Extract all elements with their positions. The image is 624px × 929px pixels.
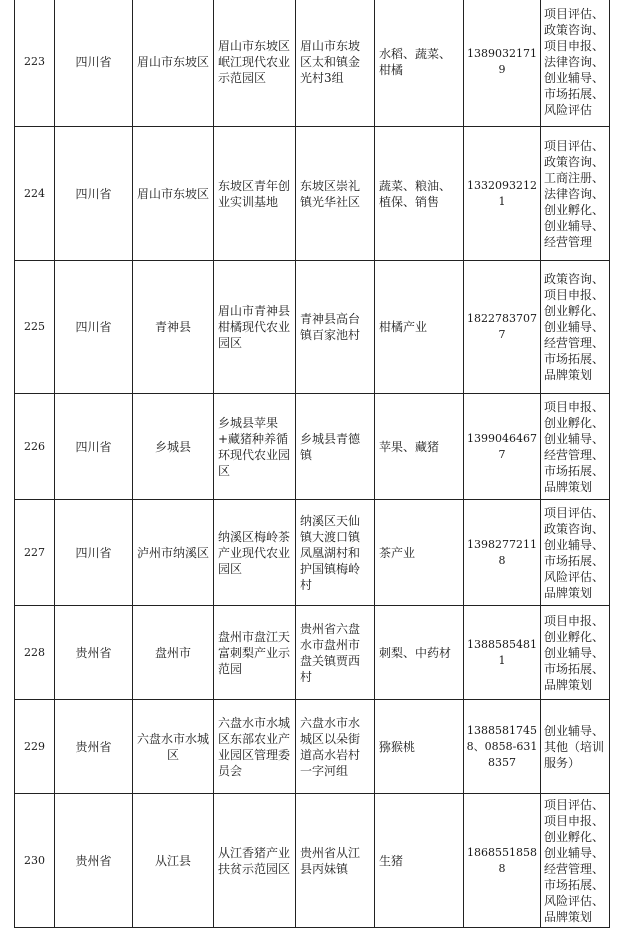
organization-cell: 眉山市东坡区岷江现代农业示范园区 — [214, 0, 296, 127]
phone-cell: 13890321719 — [464, 0, 541, 127]
industry-cell: 猕猴桃 — [375, 700, 464, 794]
area-cell: 眉山市东坡区 — [133, 127, 214, 261]
industry-cell: 茶产业 — [375, 500, 464, 606]
row-number: 229 — [15, 700, 55, 794]
phone-cell: 18227837077 — [464, 261, 541, 394]
services-cell: 政策咨询、项目申报、创业孵化、创业辅导、经营管理、市场拓展、品牌策划 — [541, 261, 610, 394]
phone-cell: 18685518588 — [464, 794, 541, 928]
organization-cell: 六盘水市水城区东部农业产业园区管理委员会 — [214, 700, 296, 794]
services-cell: 项目评估、项目申报、创业孵化、创业辅导、经营管理、市场拓展、风险评估、品牌策划 — [541, 794, 610, 928]
phone-cell: 13990464677 — [464, 394, 541, 500]
industry-cell: 水稻、蔬菜、柑橘 — [375, 0, 464, 127]
industry-cell: 柑橘产业 — [375, 261, 464, 394]
incubation-base-table — [14, 0, 610, 928]
phone-cell: 13885817458、0858-6318357 — [464, 700, 541, 794]
row-number: 225 — [15, 261, 55, 394]
area-cell: 眉山市东坡区 — [133, 0, 214, 127]
organization-cell: 眉山市青神县柑橘现代农业园区 — [214, 261, 296, 394]
services-cell: 项目评估、政策咨询、工商注册、法律咨询、创业孵化、创业辅导、经营管理 — [541, 127, 610, 261]
province-cell: 四川省 — [55, 127, 133, 261]
row-number: 224 — [15, 127, 55, 261]
industry-cell: 刺梨、中药材 — [375, 606, 464, 700]
services-cell: 项目评估、政策咨询、项目申报、法律咨询、创业辅导、市场拓展、风险评估 — [541, 0, 610, 127]
row-number: 226 — [15, 394, 55, 500]
industry-cell: 苹果、藏猪 — [375, 394, 464, 500]
services-cell: 项目申报、创业孵化、创业辅导、经营管理、市场拓展、品牌策划 — [541, 394, 610, 500]
organization-cell: 纳溪区梅岭茶产业现代农业园区 — [214, 500, 296, 606]
province-cell: 贵州省 — [55, 700, 133, 794]
row-number: 227 — [15, 500, 55, 606]
table-row — [15, 394, 610, 500]
address-cell: 贵州省六盘水市盘州市盘关镇贾西村 — [296, 606, 375, 700]
address-cell: 东坡区崇礼镇光华社区 — [296, 127, 375, 261]
address-cell: 纳溪区天仙镇大渡口镇凤凰湖村和护国镇梅岭村 — [296, 500, 375, 606]
table-row — [15, 606, 610, 700]
table-row — [15, 261, 610, 394]
table-row — [15, 700, 610, 794]
organization-cell: 从江香猪产业扶贫示范园区 — [214, 794, 296, 928]
province-cell: 四川省 — [55, 394, 133, 500]
industry-cell: 蔬菜、粮油、植保、销售 — [375, 127, 464, 261]
area-cell: 盘州市 — [133, 606, 214, 700]
phone-cell: 13320932121 — [464, 127, 541, 261]
phone-cell: 13982772118 — [464, 500, 541, 606]
area-cell: 乡城县 — [133, 394, 214, 500]
address-cell: 乡城县青德镇 — [296, 394, 375, 500]
area-cell: 从江县 — [133, 794, 214, 928]
province-cell: 贵州省 — [55, 606, 133, 700]
area-cell: 泸州市纳溪区 — [133, 500, 214, 606]
row-number: 228 — [15, 606, 55, 700]
area-cell: 青神县 — [133, 261, 214, 394]
address-cell: 眉山市东坡区太和镇金光村3组 — [296, 0, 375, 127]
table-row — [15, 0, 610, 127]
row-number: 230 — [15, 794, 55, 928]
services-cell: 项目申报、创业孵化、创业辅导、市场拓展、品牌策划 — [541, 606, 610, 700]
table-row — [15, 127, 610, 261]
province-cell: 四川省 — [55, 261, 133, 394]
services-cell: 创业辅导、其他（培训服务） — [541, 700, 610, 794]
industry-cell: 生猪 — [375, 794, 464, 928]
row-number: 223 — [15, 0, 55, 127]
area-cell: 六盘水市水城区 — [133, 700, 214, 794]
province-cell: 贵州省 — [55, 794, 133, 928]
organization-cell: 盘州市盘江天富刺梨产业示范园 — [214, 606, 296, 700]
organization-cell: 乡城县苹果+藏猪种养循环现代农业园区 — [214, 394, 296, 500]
province-cell: 四川省 — [55, 500, 133, 606]
services-cell: 项目评估、政策咨询、创业辅导、市场拓展、风险评估、品牌策划 — [541, 500, 610, 606]
address-cell: 青神县高台镇百家池村 — [296, 261, 375, 394]
organization-cell: 东坡区青年创业实训基地 — [214, 127, 296, 261]
address-cell: 六盘水市水城区以朵街道高水岩村一字河组 — [296, 700, 375, 794]
table-row — [15, 500, 610, 606]
table-row — [15, 794, 610, 928]
address-cell: 贵州省从江县丙妹镇 — [296, 794, 375, 928]
province-cell: 四川省 — [55, 0, 133, 127]
phone-cell: 13885854811 — [464, 606, 541, 700]
